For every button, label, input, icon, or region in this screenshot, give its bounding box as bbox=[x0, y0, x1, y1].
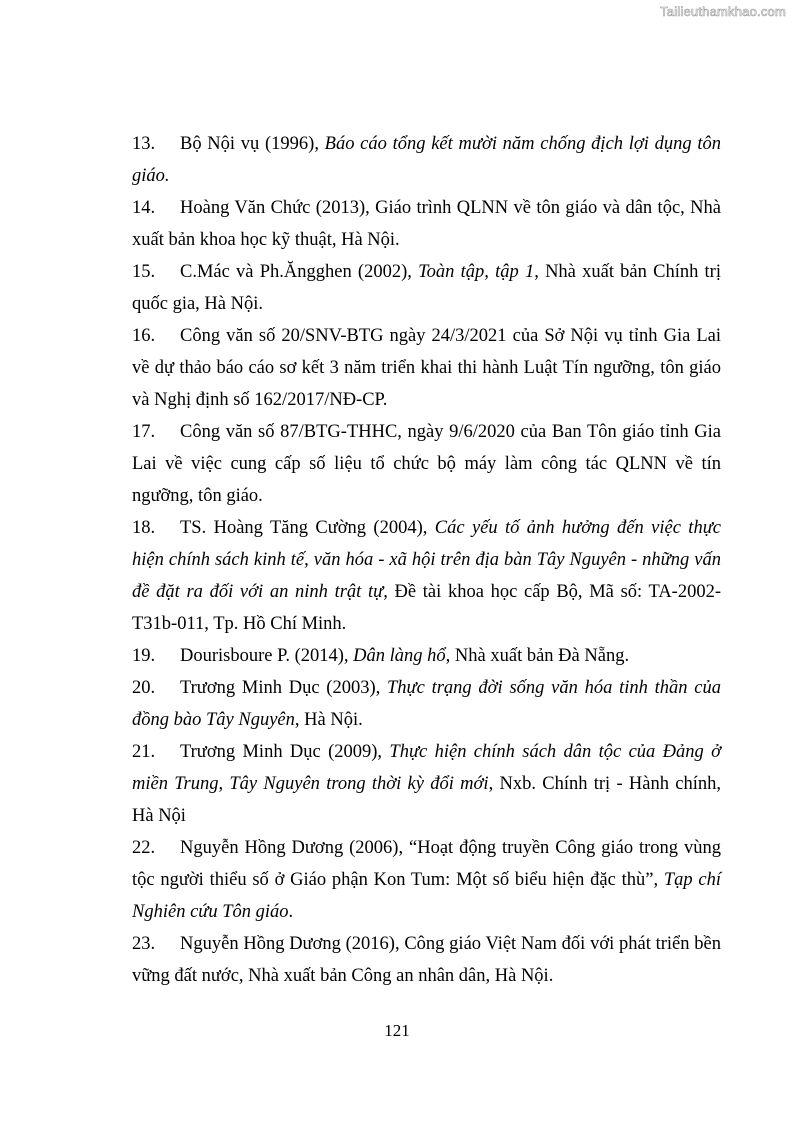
reference-title: Thực hiện chính sách dân tộc của Đảng ở miền Trung, Tây Nguyên trong thời kỳ đổi mới bbox=[132, 742, 721, 794]
reference-number: 18. bbox=[132, 518, 156, 538]
reference-item bbox=[132, 416, 721, 512]
page-number: 121 bbox=[384, 1021, 410, 1040]
reference-item bbox=[132, 512, 721, 640]
reference-text: Nguyễn Hồng Dương (2016), Công giáo Việt Nam đối với phát triển bền vững đất nước, Nhà xuất bản Công an nhân dân, Hà Nội. bbox=[132, 934, 721, 986]
reference-text: , Nxb. Chính trị - Hành chính, Hà Nội bbox=[132, 774, 721, 826]
reference-text: TS. Hoàng Tăng Cường (2004), bbox=[180, 518, 435, 538]
reference-list bbox=[132, 128, 721, 992]
reference-number: 20. bbox=[132, 678, 156, 698]
reference-title: Các yếu tố ảnh hưởng đến việc thực hiện chính sách kinh tế, văn hóa - xã hội trên địa bàn Tây Nguyên - những vấn đề đặt ra đối với an ninh trật tự bbox=[132, 518, 721, 602]
reference-item bbox=[132, 928, 721, 992]
reference-title: Toàn tập, tập 1 bbox=[418, 262, 535, 282]
reference-number: 14. bbox=[132, 198, 156, 218]
reference-number: 22. bbox=[132, 838, 156, 858]
reference-text: , Nhà xuất bản Đà Nẵng. bbox=[445, 646, 630, 666]
reference-text: , Hà Nội. bbox=[294, 710, 363, 730]
reference-item bbox=[132, 832, 721, 928]
reference-number: 21. bbox=[132, 742, 156, 762]
reference-item bbox=[132, 736, 721, 832]
reference-text: Dourisboure P. (2014) bbox=[180, 646, 344, 666]
reference-text: C.Mác và Ph.Ăngghen (2002), bbox=[180, 262, 419, 282]
watermark-text: Tailieuthamkhao.com bbox=[660, 4, 786, 19]
reference-number: 15. bbox=[132, 262, 156, 282]
reference-item bbox=[132, 128, 721, 192]
reference-item bbox=[132, 640, 721, 672]
reference-text: Công văn số 20/SNV-BTG ngày 24/3/2021 của Sở Nội vụ tỉnh Gia Lai về dự thảo báo cáo sơ kết 3 năm triển khai thi hành Luật Tín ngưỡng, tôn giáo và Nghị định số 162/2017/NĐ-CP. bbox=[132, 326, 721, 410]
reference-title: , Dân làng hổ bbox=[343, 646, 446, 666]
reference-text: , Đề tài khoa học cấp Bộ, Mã số: TA-2002-T31b-011, Tp. Hồ Chí Minh. bbox=[132, 582, 722, 634]
reference-number: 16. bbox=[132, 326, 156, 346]
reference-item bbox=[132, 192, 721, 256]
reference-text: , Nhà xuất bản Chính trị quốc gia, Hà Nội. bbox=[132, 262, 721, 314]
reference-text: Bộ Nội vụ (1996), bbox=[180, 134, 325, 154]
reference-text: Hoàng Văn Chức (2013), Giáo trình QLNN về tôn giáo và dân tộc, Nhà xuất bản khoa học kỹ thuật, Hà Nội. bbox=[132, 198, 721, 250]
reference-text: Trương Minh Dục (2009), bbox=[180, 742, 390, 762]
reference-item bbox=[132, 320, 721, 416]
reference-item bbox=[132, 672, 721, 736]
reference-title: Báo cáo tổng kết mười năm chống địch lợi dụng tôn giáo. bbox=[132, 134, 721, 186]
reference-number: 17. bbox=[132, 422, 156, 442]
reference-number: 23. bbox=[132, 934, 156, 954]
reference-text: . bbox=[288, 902, 294, 922]
reference-number: 19. bbox=[132, 646, 156, 666]
reference-title: Thực trạng đời sống văn hóa tinh thần của đồng bào Tây Nguyên bbox=[132, 678, 722, 730]
reference-number: 13. bbox=[132, 134, 156, 154]
reference-item bbox=[132, 256, 721, 320]
reference-text: Trương Minh Dục (2003), bbox=[180, 678, 387, 698]
reference-text: Công văn số 87/BTG-THHC, ngày 9/6/2020 của Ban Tôn giáo tỉnh Gia Lai về việc cung cấp số liệu tổ chức bộ máy làm công tác QLNN về tín ngưỡng, tôn giáo. bbox=[132, 422, 721, 506]
reference-title: Tạp chí Nghiên cứu Tôn giáo bbox=[132, 870, 722, 922]
reference-text: Nguyễn Hồng Dương (2006), “Hoạt động truyền Công giáo trong vùng tộc người thiểu số ở Giáo phận Kon Tum: Một số biểu hiện đặc thù”, bbox=[132, 838, 721, 890]
